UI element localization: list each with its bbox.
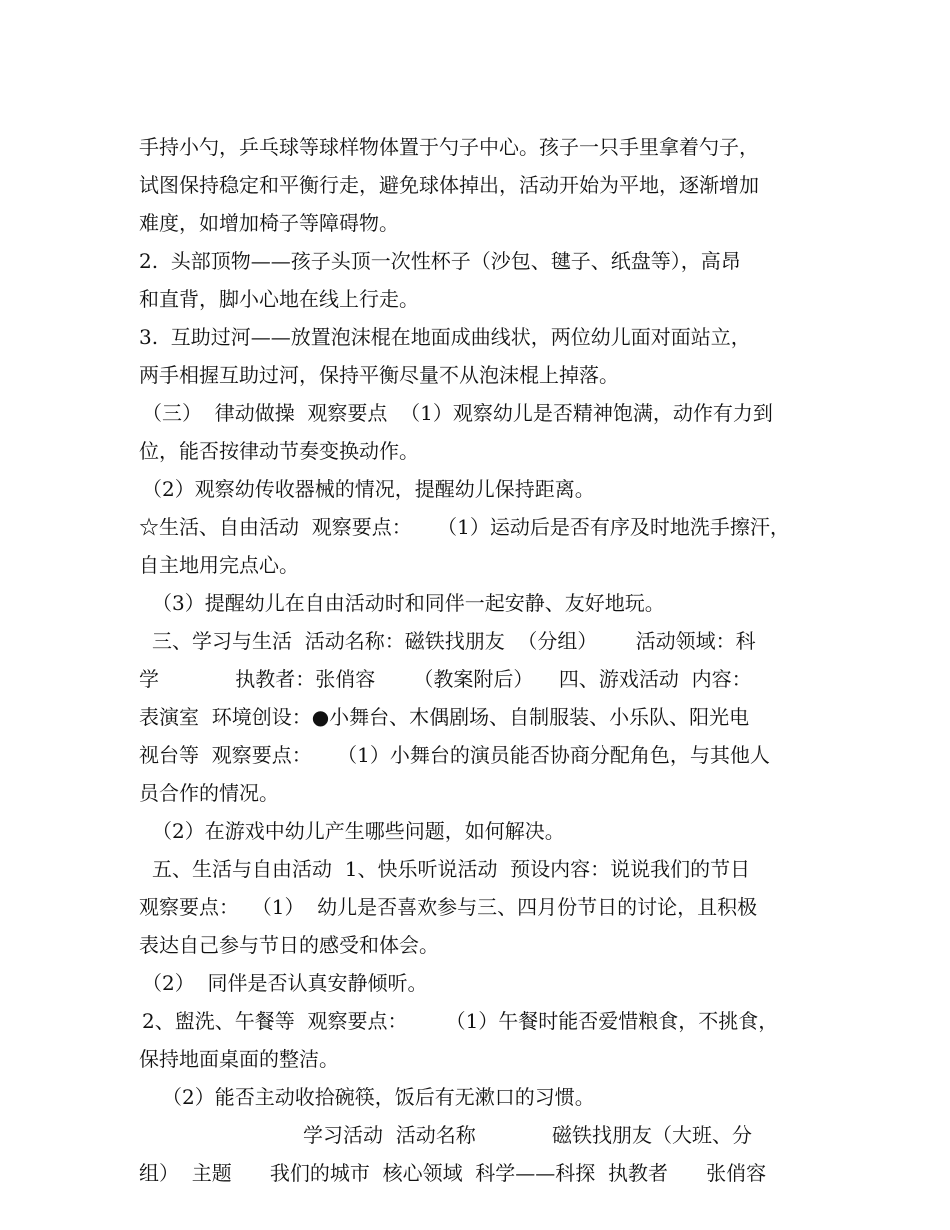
text-line: 学 执教者：张俏容 （教案附后） 四、游戏活动 内容：	[139, 667, 752, 691]
text-line: 手持小勺，乒乓球等球样物体置于勺子中心。孩子一只手里拿着勺子，	[139, 135, 759, 159]
text-line: （2） 同伴是否认真安静倾听。	[142, 971, 428, 995]
text-line: 难度，如增加椅子等障碍物。	[139, 211, 399, 235]
text-line: 2、盥洗、午餐等 观察要点： （1）午餐时能否爱惜粮食，不挑食，	[142, 1009, 779, 1033]
text-line: （三） 律动做操 观察要点 （1）观察幼儿是否精神饱满，动作有力到	[142, 401, 773, 425]
text-line: （3）提醒幼儿在自由活动时和同伴一起安静、友好地玩。	[152, 591, 665, 615]
text-line: 试图保持稳定和平衡行走，避免球体掉出，活动开始为平地，逐渐增加	[139, 173, 759, 197]
text-line: 表达自己参与节日的感受和体会。	[139, 933, 439, 957]
text-line: 五、生活与自由活动 1、快乐听说活动 预设内容：说说我们的节日	[152, 857, 751, 881]
text-line: 自主地用完点心。	[139, 553, 299, 577]
text-line: （2）在游戏中幼儿产生哪些问题，如何解决。	[152, 819, 565, 843]
text-line: 3. 互助过河——放置泡沫棍在地面成曲线状，两位幼儿面对面站立，	[139, 325, 751, 349]
text-line: 保持地面桌面的整洁。	[139, 1047, 339, 1071]
text-line: 和直背，脚小心地在线上行走。	[139, 287, 419, 311]
text-line: 员合作的情况。	[139, 781, 279, 805]
text-line: （2）能否主动收拾碗筷，饭后有无漱口的习惯。	[162, 1085, 595, 1109]
text-line: 学习活动 活动名称 磁铁找朋友（大班、分	[303, 1123, 753, 1147]
text-line: 两手相握互助过河，保持平衡尽量不从泡沫棍上掉落。	[139, 363, 619, 387]
text-line: （2）观察幼传收器械的情况，提醒幼儿保持距离。	[142, 477, 595, 501]
text-line: 观察要点： （1） 幼儿是否喜欢参与三、四月份节日的讨论，且积极	[139, 895, 758, 919]
text-line: 2. 头部顶物——孩子头顶一次性杯子（沙包、毽子、纸盘等），高昂	[139, 249, 741, 273]
text-line: 组） 主题 我们的城市 核心领域 科学——科探 执教者 张俏容	[139, 1161, 767, 1185]
text-line: 视台等 观察要点： （1）小舞台的演员能否协商分配角色，与其他人	[139, 743, 770, 767]
text-line: 三、学习与生活 活动名称：磁铁找朋友 （分组） 活动领域：科	[152, 629, 756, 653]
text-line: 位，能否按律动节奏变换动作。	[139, 439, 419, 463]
text-line: 表演室 环境创设：●小舞台、木偶剧场、自制服装、小乐队、阳光电	[139, 705, 750, 729]
text-line: ☆生活、自由活动 观察要点： （1）运动后是否有序及时地洗手擦汗，	[139, 515, 790, 539]
